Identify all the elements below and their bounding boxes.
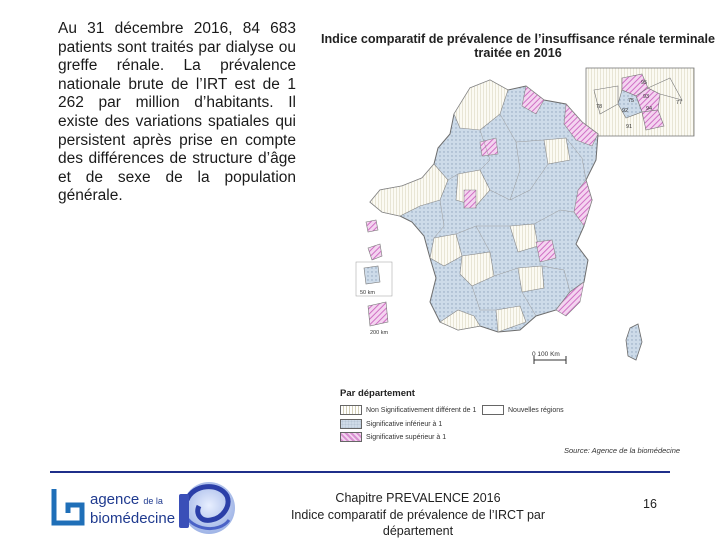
map-scale-bar <box>532 351 566 364</box>
paris-inset <box>586 68 694 136</box>
intro-paragraph: Au 31 décembre 2016, 84 683 patients sont traités par dialyse ou greffe rénale. La prévalence nationale brute de l’IRT est de 1 262 par million d’habitants. Il existe des variations spatiales qui persistent après prise en compte des différences de structure d’âge et de sexe de la population générale. <box>58 20 296 205</box>
map-title-line2: traitée en 2016 <box>474 46 562 60</box>
kidney-emblem-icon <box>175 478 241 540</box>
dom-scale-label: 50 km <box>360 290 375 296</box>
inset-label: 93 <box>643 94 650 100</box>
legend-item-not-significant <box>340 405 476 415</box>
mainland-france <box>370 80 598 332</box>
map-figure <box>330 30 700 450</box>
legend-label: Significative inférieur à 1 <box>366 420 443 428</box>
scale-label: 0 100 Km <box>532 351 560 358</box>
footer-line1: Chapitre PREVALENCE 2016 <box>335 491 501 505</box>
inset-label: 91 <box>626 124 633 130</box>
legend-swatch <box>340 432 362 442</box>
inset-label: 94 <box>646 106 653 112</box>
footer-line3: département <box>382 524 454 538</box>
overseas-departments <box>356 220 392 336</box>
inset-label: 77 <box>676 100 683 106</box>
map-source: Source: Agence de la biomédecine <box>564 446 681 455</box>
legend-swatch <box>340 419 362 429</box>
inset-label: 75 <box>628 98 635 104</box>
legend-swatch <box>340 405 362 415</box>
legend-item-higher <box>340 432 446 442</box>
legend-label: Nouvelles régions <box>508 406 564 414</box>
legend-item-new-regions <box>482 405 564 415</box>
legend-label: Significative supérieur à 1 <box>366 433 447 441</box>
inset-label: 95 <box>641 80 648 86</box>
logo-line1-small: de la <box>143 496 163 506</box>
map-title-line1: Indice comparatif de prévalence de l’insuffisance rénale terminale <box>320 32 716 46</box>
page-number: 16 <box>643 497 657 511</box>
logo-line2: biomédecine <box>90 510 176 527</box>
france-map <box>330 30 700 450</box>
footer-line2: Indice comparatif de prévalence de l’IRCT par <box>290 507 546 522</box>
legend-item-lower <box>340 419 442 429</box>
agence-logo-text <box>90 491 175 527</box>
logo-line1: agence <box>90 491 140 508</box>
legend-title: Par département <box>340 388 415 399</box>
legend-swatch <box>482 405 504 415</box>
footer-divider <box>50 471 670 473</box>
corsica <box>626 324 642 360</box>
dom-scale-label: 200 km <box>370 330 389 336</box>
agence-biomedecine-logo-icon <box>50 487 86 527</box>
footer-caption <box>268 490 568 540</box>
legend-label: Non Significativement différent de 1 <box>366 406 477 414</box>
inset-label: 92 <box>622 108 629 114</box>
inset-label: 78 <box>596 104 603 110</box>
